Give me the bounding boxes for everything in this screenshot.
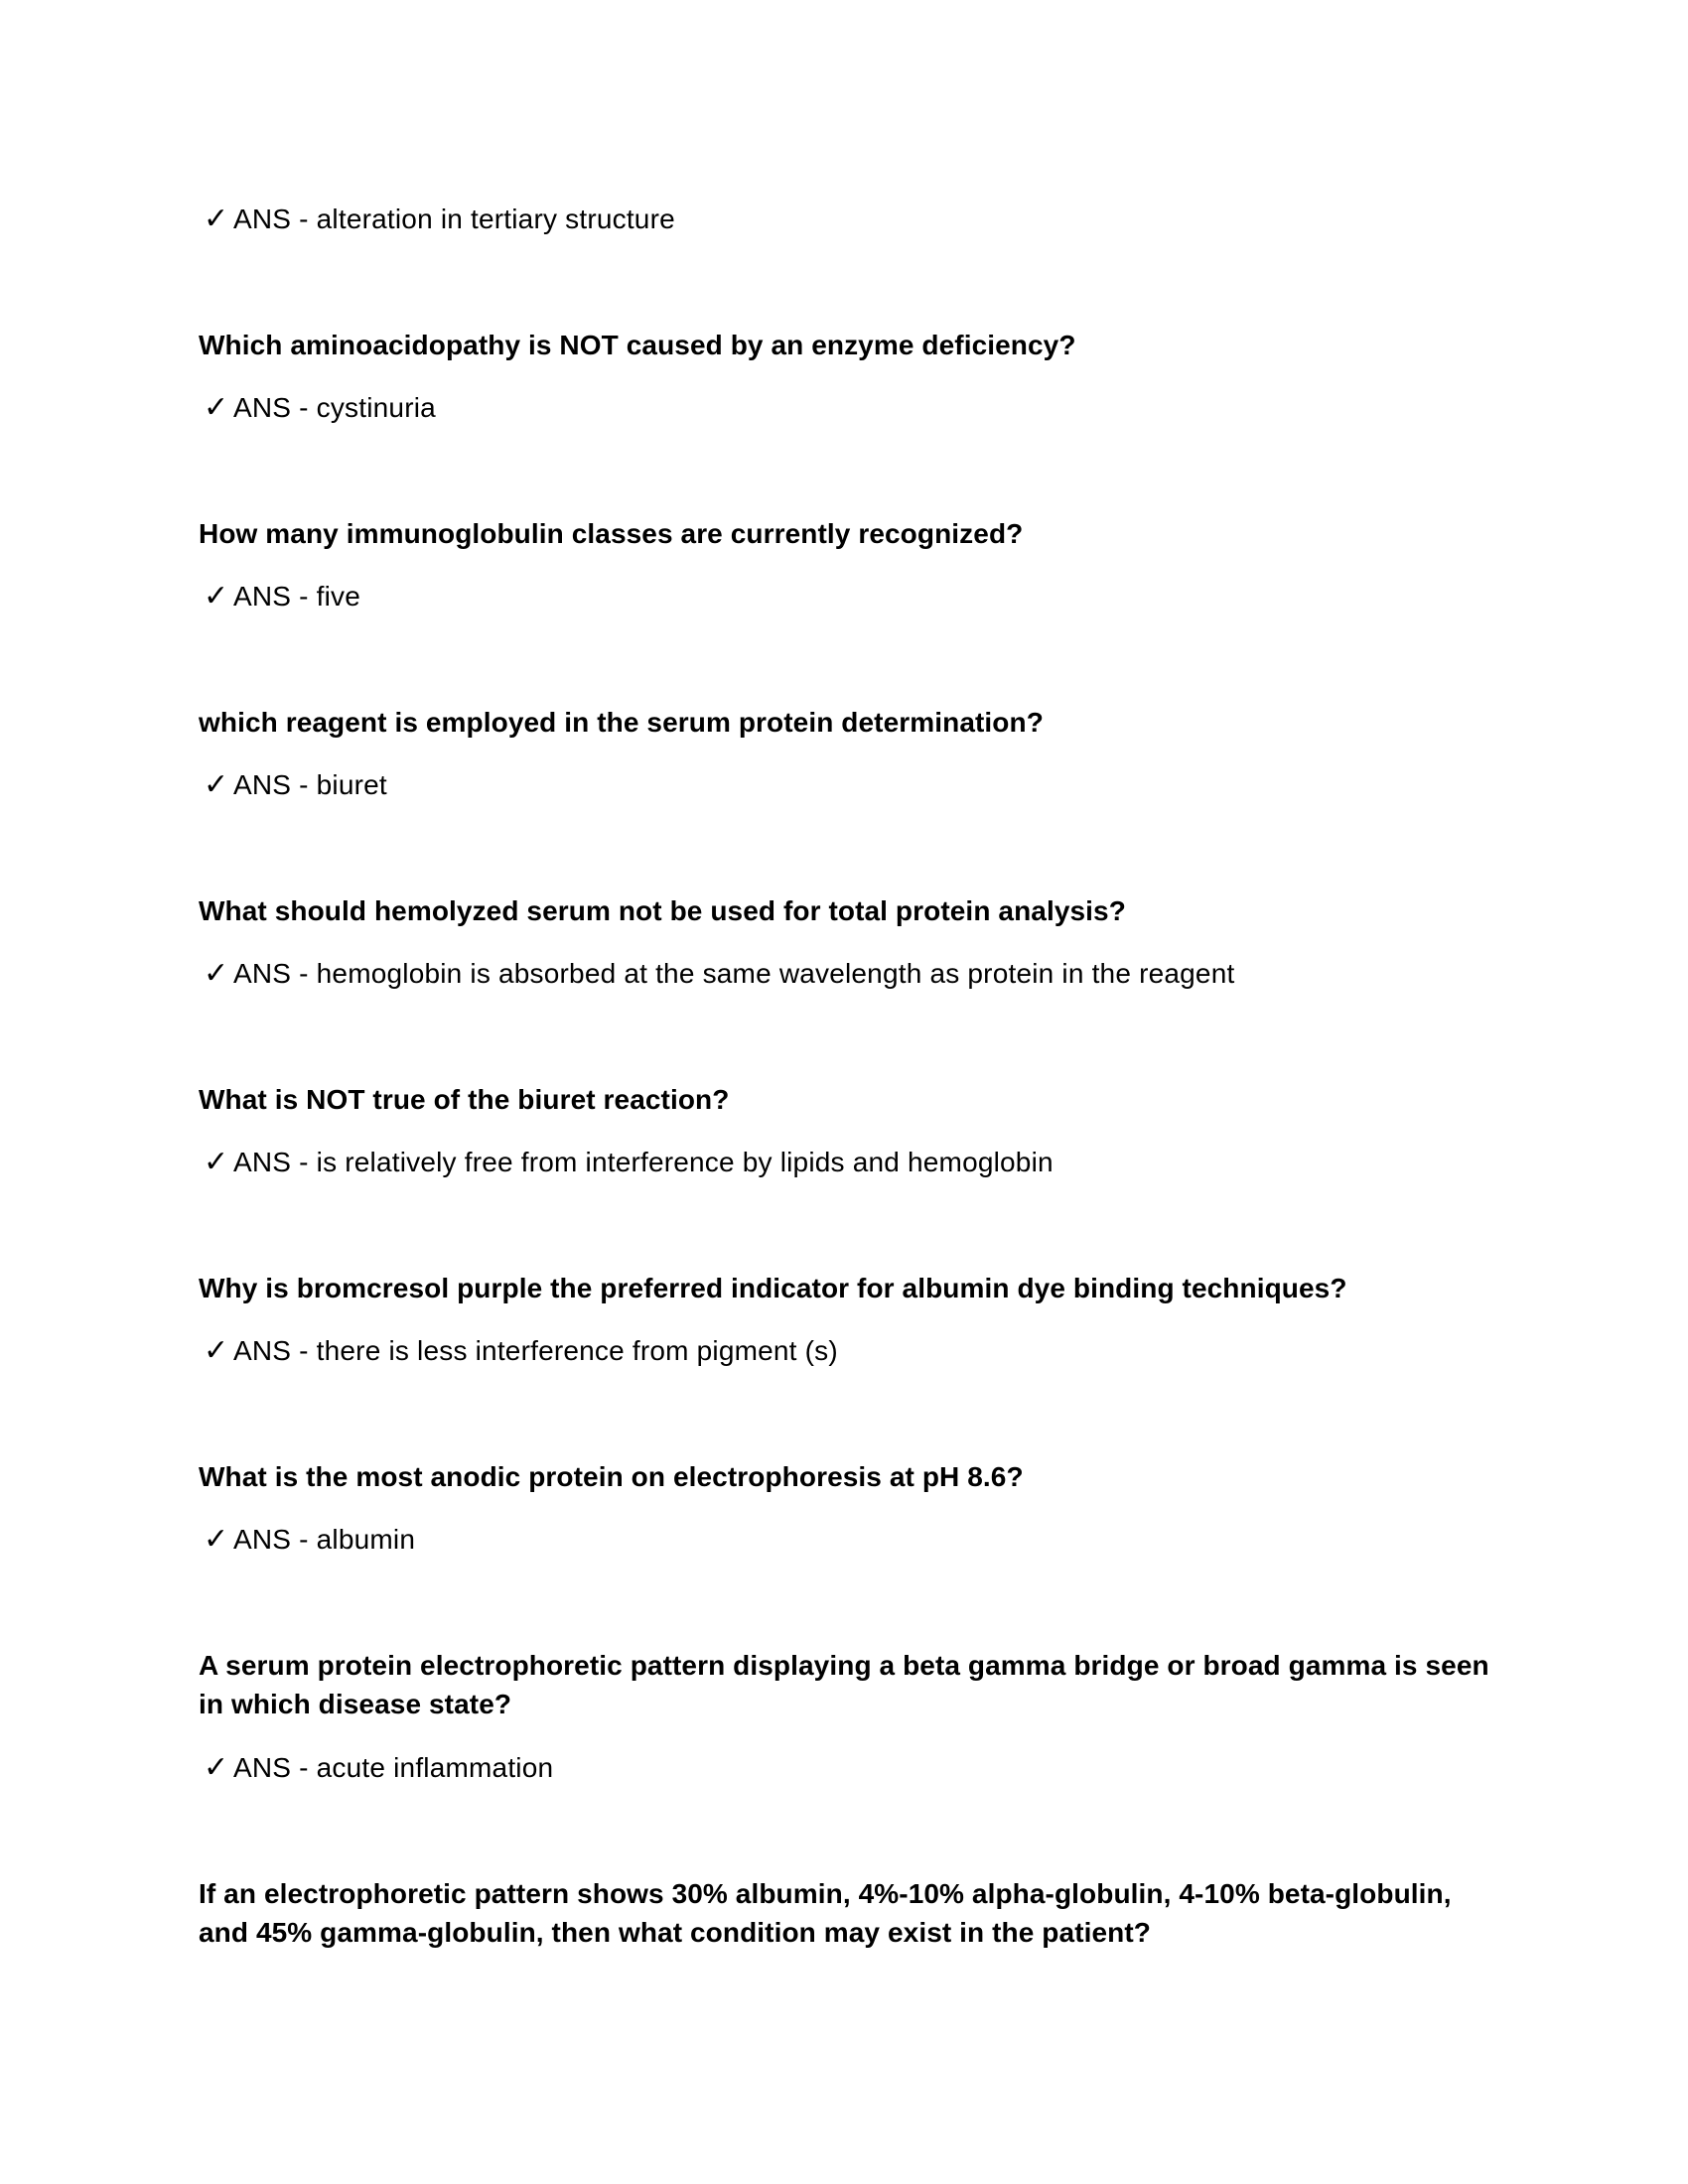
question-5: What should hemolyzed serum not be used for total protein analysis? bbox=[199, 895, 1126, 926]
answer-text: ANS - albumin bbox=[233, 1524, 416, 1555]
question-10: If an electrophoretic pattern shows 30% albumin, 4%-10% alpha-globulin, 4-10% beta-globulin, and 45% gamma-globulin, then what condition may exist in the patient? bbox=[199, 1878, 1452, 1948]
check-icon: ✓ bbox=[204, 1751, 229, 1784]
answer-9 bbox=[204, 1749, 553, 1787]
answer-7 bbox=[204, 1332, 838, 1370]
answer-text: ANS - acute inflammation bbox=[233, 1752, 554, 1783]
check-icon: ✓ bbox=[204, 1334, 229, 1367]
question-6: What is NOT true of the biuret reaction? bbox=[199, 1084, 730, 1115]
answer-text: ANS - is relatively free from interference by lipids and hemoglobin bbox=[233, 1147, 1054, 1177]
question-7: Why is bromcresol purple the preferred indicator for albumin dye binding techniques? bbox=[199, 1273, 1347, 1303]
answer-5 bbox=[204, 955, 1234, 993]
answer-4 bbox=[204, 766, 387, 804]
question-2: Which aminoacidopathy is NOT caused by an enzyme deficiency? bbox=[199, 330, 1076, 360]
answer-text: ANS - alteration in tertiary structure bbox=[233, 204, 675, 234]
question-4: which reagent is employed in the serum protein determination? bbox=[199, 707, 1044, 738]
check-icon: ✓ bbox=[204, 957, 229, 990]
check-icon: ✓ bbox=[204, 768, 229, 801]
answer-3 bbox=[204, 578, 360, 615]
check-icon: ✓ bbox=[204, 203, 229, 235]
question-8: What is the most anodic protein on electrophoresis at pH 8.6? bbox=[199, 1461, 1024, 1492]
answer-text: ANS - five bbox=[233, 581, 361, 612]
answer-text: ANS - cystinuria bbox=[233, 392, 436, 423]
answer-2 bbox=[204, 389, 436, 427]
answer-text: ANS - hemoglobin is absorbed at the same wavelength as protein in the reagent bbox=[233, 958, 1235, 989]
question-3: How many immunoglobulin classes are currently recognized? bbox=[199, 518, 1024, 549]
question-9: A serum protein electrophoretic pattern displaying a beta gamma bridge or broad gamma is seen in which disease state? bbox=[199, 1650, 1489, 1719]
answer-1 bbox=[204, 201, 675, 238]
answer-text: ANS - there is less interference from pigment (s) bbox=[233, 1335, 838, 1366]
check-icon: ✓ bbox=[204, 580, 229, 613]
check-icon: ✓ bbox=[204, 1523, 229, 1556]
answer-text: ANS - biuret bbox=[233, 769, 387, 800]
check-icon: ✓ bbox=[204, 1146, 229, 1178]
answer-8 bbox=[204, 1521, 415, 1559]
answer-6 bbox=[204, 1144, 1054, 1181]
check-icon: ✓ bbox=[204, 391, 229, 424]
